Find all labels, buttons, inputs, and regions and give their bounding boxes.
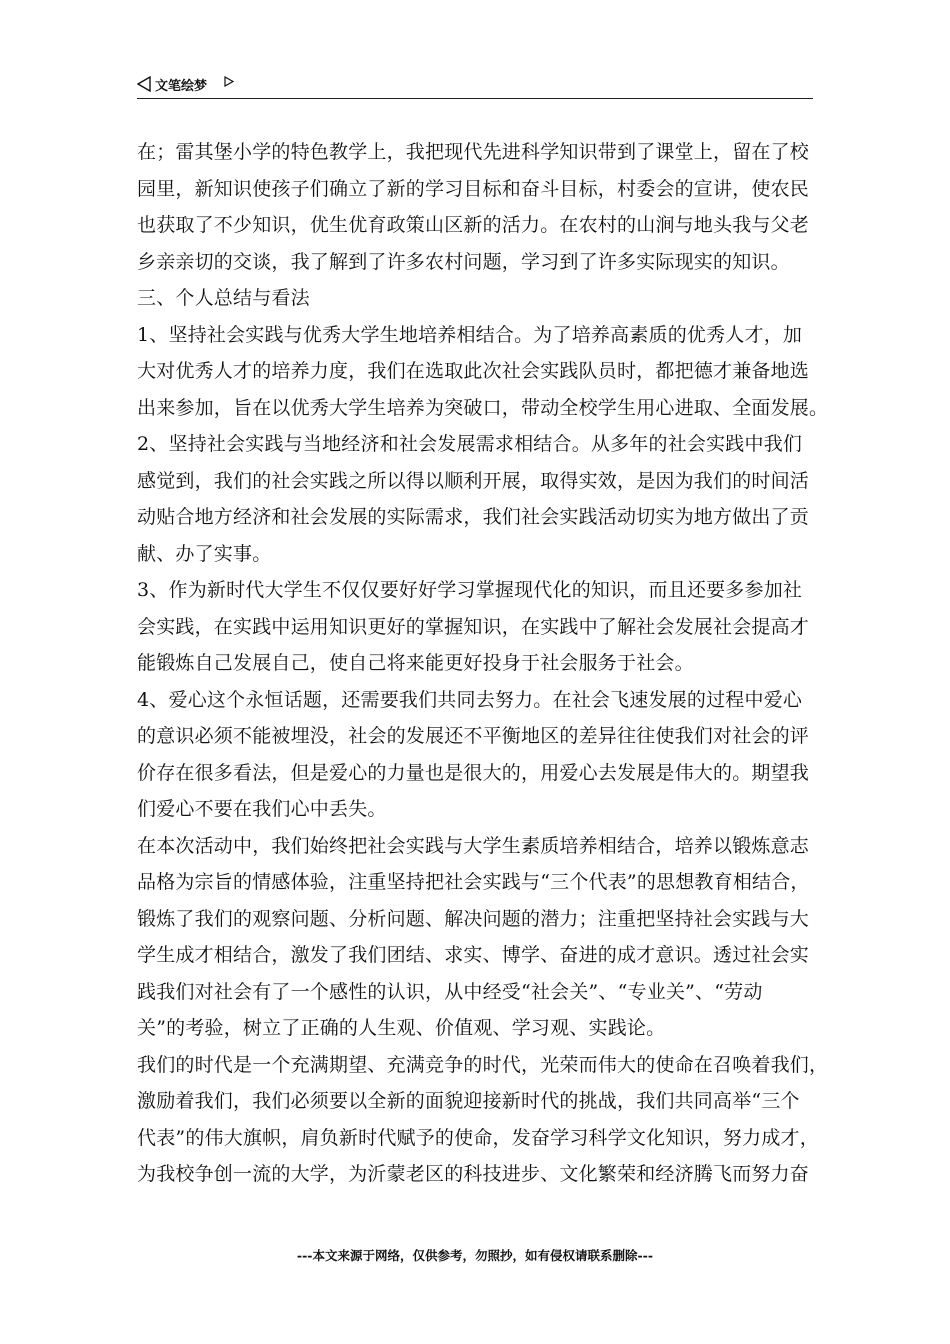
left-triangle-icon — [137, 76, 151, 92]
text-line: 的意识必须不能被埋没，社会的发展还不平衡地区的差异往往使我们对社会的评 — [137, 725, 810, 747]
text-line: 学生成才相结合，激发了我们团结、求实、博学、奋进的成才意识。透过社会实 — [137, 944, 810, 966]
text-line: 出来参加，旨在以优秀大学生培养为突破口，带动全校学生用心进取、全面发展。 — [137, 396, 829, 419]
text-line: 锻炼了我们的观察问题、分析问题、解决问题的潜力；注重把坚持社会实践与大 — [137, 907, 810, 930]
page-header — [137, 70, 813, 99]
text-line: 会实践，在实践中运用知识更好的掌握知识，在实践中了解社会发展社会提高才 — [137, 615, 810, 638]
text-line: 1、坚持社会实践与优秀大学生地培养相结合。为了培养高素质的优秀人才，加 — [137, 323, 803, 346]
text-line: 品格为宗旨的情感体验，注重坚持把社会实践与“三个代表”的思想教育相结合， — [137, 871, 810, 893]
text-line: 们爱心不要在我们心中丢失。 — [137, 798, 387, 820]
text-line: 园里，新知识使孩子们确立了新的学习目标和奋斗目标，村委会的宣讲，使农民 — [137, 177, 810, 200]
text-line: 为我校争创一流的大学，为沂蒙老区的科技进步、文化繁荣和经济腾飞而努力奋 — [137, 1163, 810, 1185]
text-line: 三、个人总结与看法 — [137, 287, 310, 309]
text-line: 代表”的伟大旗帜，肩负新时代赋予的使命，发奋学习科学文化知识，努力成才， — [137, 1126, 819, 1149]
text-line: 4、爱心这个永恒话题，还需要我们共同去努力。在社会飞速发展的过程中爱心 — [137, 688, 803, 711]
text-line: 激励着我们，我们必须要以全新的面貌迎接新时代的挑战，我们共同高举“三个 — [137, 1090, 800, 1112]
text-line: 价存在很多看法，但是爱心的力量也是很大的，用爱心去发展是伟大的。期望我 — [137, 761, 810, 784]
text-line: 2、坚持社会实践与当地经济和社会发展需求相结合。从多年的社会实践中我们 — [137, 433, 803, 455]
document-body — [137, 134, 829, 1193]
text-line: 3、作为新时代大学生不仅仅要好好学习掌握现代化的知识，而且还要多参加社 — [137, 579, 803, 601]
text-line: 能锻炼自己发展自己，使自己将来能更好投身于社会服务于社会。 — [137, 652, 694, 674]
right-triangle-icon — [224, 76, 234, 87]
text-line: 在本次活动中，我们始终把社会实践与大学生素质培养相结合，培养以锻炼意志 — [137, 834, 810, 857]
text-line: 动贴合地方经济和社会发展的实际需求，我们社会实践活动切实为地方做出了贡 — [137, 506, 810, 528]
text-line: 大对优秀人才的培养力度，我们在选取此次社会实践队员时，都把德才兼备地选 — [137, 360, 810, 382]
text-line: 关”的考验，树立了正确的人生观、价值观、学习观、实践论。 — [137, 1017, 666, 1039]
header-title: 文笔绘梦 — [155, 79, 208, 94]
text-line: 献、办了实事。 — [137, 542, 272, 565]
text-line: 乡亲亲切的交谈，我了解到了许多农村问题，学习到了许多实际现实的知识。 — [137, 250, 790, 273]
text-line: 践我们对社会有了一个感性的认识，从中经受“社会关”、“专业关”、“劳动 — [137, 980, 763, 1003]
text-line: 在；雷其堡小学的特色教学上，我把现代先进科学知识带到了课堂上，留在了校 — [137, 141, 810, 163]
footer-disclaimer: ---本文来源于网络，仅供参考，勿照抄，如有侵权请联系删除--- — [296, 1248, 654, 1263]
text-line: 我们的时代是一个充满期望、充满竞争的时代，光荣而伟大的使命在召唤着我们， — [137, 1053, 829, 1076]
text-line: 感觉到，我们的社会实践之所以得以顺利开展，取得实效，是因为我们的时间活 — [137, 469, 810, 492]
text-line: 也获取了不少知识，优生优育政策山区新的活力。在农村的山涧与地头我与父老 — [137, 214, 810, 236]
